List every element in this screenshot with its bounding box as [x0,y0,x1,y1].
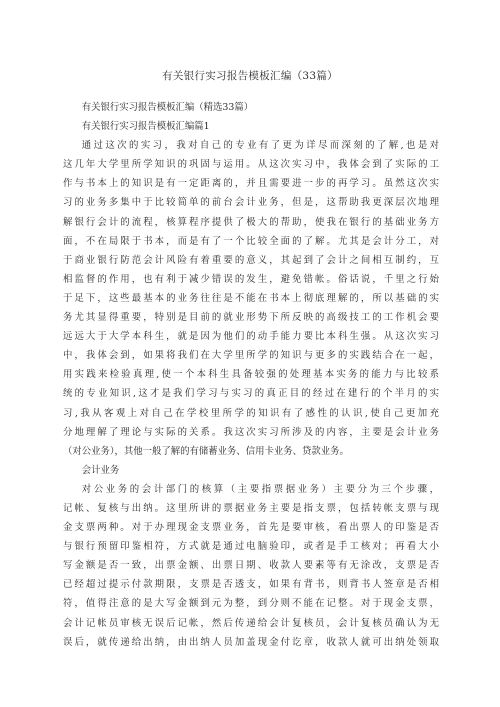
paragraph-line: 用实践来检验真理,使一个本科生具备较强的处理基本实务的能力与比较系 [63,369,439,381]
paragraph-line: 务尤其显得重要，特别是目前的就业形势下所反映的高级技工的工作机会要 [63,312,439,324]
paragraph-line: 远远大于大学本科生，就是因为他们的动手能力要比本科生强。从这次实习 [63,331,439,343]
paragraph-line: 解银行会计的流程，核算程序提供了极大的帮助，使我在银行的基础业务方 [63,216,439,228]
paragraph-1 [63,136,439,461]
paragraph-line: 已经超过提示付款期限，支票是否透支，如果有背书，则背书人签章是否相 [63,579,439,591]
paragraph-line: 分地理解了理论与实际的关系。我这次实习所涉及的内容，主要是会计业务 [63,426,439,438]
paragraph-line: 误后，就传递给出纳，由出纳人员加盖现金付讫章，收款人就可出纳处领取 [63,636,439,648]
paragraph-line: 统的专业知识,这才是我们学习与实习的真正目的经过在建行的个半月的实 [63,388,439,400]
paragraph-line: 于商业银行防范会计风险有着重要的意义，其起到了会计之间相互制约，互 [63,254,439,266]
paragraph-line: 通过这次的实习，我对自己的专业有了更为详尽而深刻的了解,也是对 [81,140,439,152]
paragraph-line: 记帐、复核与出纳。这里所讲的票据业务主要是指支票，包括转帐支票与现 [63,502,439,514]
paragraph-line: 这几年大学里所学知识的巩固与运用。从这次实习中，我体会到了实际的工 [63,159,439,171]
document-body [63,98,439,652]
paragraph-line: 习的业务多集中于比较简单的前台会计业务，但是，这帮助我更深层次地理 [63,197,439,209]
document-title: 有关银行实习报告模板汇编（33篇） [162,70,338,82]
paragraph-line: 与银行预留印鉴相符，方式就是通过电脑验印，或者是手工核对；再看大小 [63,541,439,553]
section-heading: 有关银行实习报告模板汇编篇1 [81,121,210,133]
paragraph-line: 作与书本上的知识是有一定距离的，并且需要进一步的再学习。虽然这次实 [63,178,439,190]
paragraph-line: 对公业务的会计部门的核算（主要指票据业务）主要分为三个步骤， [81,483,439,495]
subheading-accounting: 会计业务 [81,464,120,476]
paragraph-line: 符，值得注意的是大写金额到元为整，到分则不能在记整。对于现金支票， [63,598,439,610]
paragraph-line: 于足下，这些最基本的业务往往是不能在书本上彻底理解的，所以基础的实 [63,292,439,304]
paragraph-line: 金支票两种。对于办理现金支票业务，首先是要审核，看出票人的印鉴是否 [63,522,439,534]
document-subtitle: 有关银行实习报告模板汇编（精选33篇） [81,102,254,113]
paragraph-line: 面，不在局限于书本，而是有了一个比较全面的了解。尤其是会计分工，对 [63,235,439,247]
paragraph-line: （对公业务），其他一般了解的有储蓄业务、信用卡业务、贷款业务。 [63,445,349,457]
paragraph-line: 中，我体会到，如果将我们在大学里所学的知识与更多的实践结合在一起， [63,350,439,362]
paragraph-line: 相监督的作用，也有利于减少错误的发生，避免错帐。俗话说，千里之行始 [63,273,439,285]
paragraph-line: 会计记帐员审核无误后记帐，然后传递给会计复核员，会计复核员确认为无 [63,617,439,629]
paragraph-line: 写金额是否一致，出票金额、出票日期、收款人要素等有无涂改，支票是否 [63,560,439,572]
paragraph-line: 习,我从客观上对自己在学校里所学的知识有了感性的认识,使自己更加充 [63,407,439,419]
paragraph-2 [63,480,439,652]
